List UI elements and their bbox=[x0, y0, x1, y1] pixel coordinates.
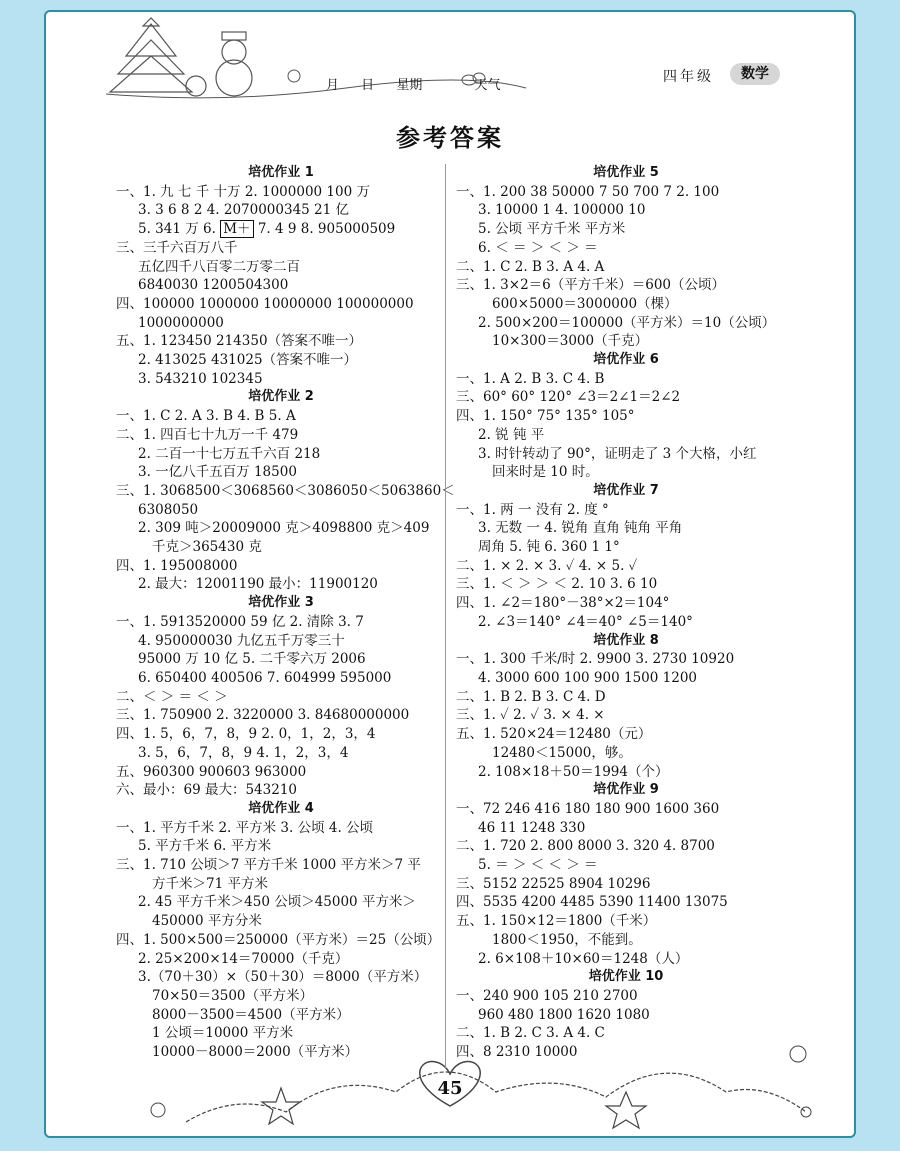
answer-text: 一、1. 九 七 千 十万 2. 1000000 100 万 bbox=[116, 183, 370, 200]
answer-line bbox=[456, 201, 796, 220]
answer-line bbox=[116, 706, 446, 725]
answer-text: 3. 无数 一 4. 锐角 直角 钝角 平角 bbox=[478, 520, 683, 537]
answer-text: 四、1. 150° 75° 135° 105° bbox=[456, 408, 635, 425]
answer-text: 2. ∠3＝140° ∠4＝40° ∠5＝140° bbox=[478, 613, 693, 630]
answer-line bbox=[116, 463, 446, 482]
answer-text: 10000－8000＝2000（平方米） bbox=[152, 1044, 359, 1061]
answer-line bbox=[456, 800, 796, 819]
answer-line bbox=[116, 332, 446, 351]
answer-line bbox=[116, 856, 446, 875]
answer-line bbox=[116, 220, 446, 239]
header bbox=[46, 12, 854, 112]
section-heading bbox=[456, 968, 796, 987]
section-heading bbox=[456, 351, 796, 370]
answer-line bbox=[116, 725, 446, 744]
page-title: 参考答案 bbox=[396, 123, 504, 152]
answer-line bbox=[456, 332, 796, 351]
answer-line bbox=[456, 1006, 796, 1025]
answer-text: 五亿四千八百零二万零二百 bbox=[138, 258, 300, 275]
answer-text: 3. 时针转动了 90°，证明走了 3 个大格，小红 bbox=[478, 445, 757, 462]
answer-line bbox=[116, 314, 446, 333]
answer-line bbox=[116, 482, 455, 501]
answer-text: 培优作业 10 bbox=[588, 969, 664, 985]
answer-line bbox=[456, 744, 796, 763]
answer-line bbox=[456, 1024, 796, 1043]
answer-line bbox=[116, 931, 446, 950]
answer-text: 3.（70＋30）×（50＋30）＝8000（平方米） bbox=[138, 969, 428, 986]
answer-text: 12480＜15000，够。 bbox=[492, 744, 632, 761]
answer-line bbox=[116, 538, 446, 557]
answer-text: 一、1. 300 千米/时 2. 9900 3. 2730 10920 bbox=[456, 651, 735, 668]
answer-text: 一、1. 平方千米 2. 平方米 3. 公顷 4. 公顷 bbox=[116, 819, 374, 836]
section-heading bbox=[116, 164, 446, 183]
answer-line bbox=[116, 968, 446, 987]
answer-line bbox=[116, 912, 446, 931]
answer-text: 四、1. 500×500＝250000（平方米）＝25（公顷） bbox=[116, 931, 441, 948]
answer-text: 6. ＜ ＝ ＞ ＜ ＞ ＝ bbox=[478, 239, 598, 256]
answer-text: 四、8 2310 10000 bbox=[456, 1044, 578, 1061]
answer-text: 一、1. 200 38 50000 7 50 700 7 2. 100 bbox=[456, 183, 720, 200]
answer-line bbox=[456, 295, 796, 314]
answer-line bbox=[456, 538, 796, 557]
answer-text: 五、1. 150×12＝1800（千米） bbox=[456, 913, 657, 930]
answer-text: 二、1. × 2. × 3. ✓ 4. × 5. ✓ bbox=[456, 557, 638, 574]
answer-line bbox=[116, 1024, 446, 1043]
answer-line bbox=[456, 613, 796, 632]
answer-line bbox=[116, 201, 446, 220]
answer-text: 4. 950000030 九亿五千万零三十 bbox=[138, 632, 345, 649]
answer-text: 二、1. 四百七十九万一千 479 bbox=[116, 426, 299, 443]
answer-text: 四、100000 1000000 10000000 100000000 bbox=[116, 295, 414, 312]
answer-text: 1800＜1950，不能到。 bbox=[492, 931, 642, 948]
answer-text: 3. 一亿八千五百万 18500 bbox=[138, 464, 297, 481]
answer-text: 70×50＝3500（平方米） bbox=[152, 987, 314, 1004]
answer-line bbox=[116, 688, 446, 707]
answer-text: 二、1. B 2. B 3. C 4. D bbox=[456, 688, 606, 705]
answer-line bbox=[456, 183, 796, 202]
answer-line bbox=[116, 837, 446, 856]
answer-line bbox=[116, 763, 446, 782]
answer-text: 三、1. 750900 2. 3220000 3. 84680000000 bbox=[116, 707, 410, 724]
answer-line bbox=[116, 501, 446, 520]
answer-text: 10×300＝3000（千克） bbox=[492, 333, 649, 350]
answer-text: 四、1. 195008000 bbox=[116, 557, 238, 574]
answer-text: 5. 平方千米 6. 平方米 bbox=[138, 838, 272, 855]
answer-text: 46 11 1248 330 bbox=[478, 819, 586, 836]
answer-text: 三、1. 3×2＝6（平方千米）＝600（公顷） bbox=[456, 277, 726, 294]
answer-line bbox=[456, 407, 796, 426]
answer-line bbox=[116, 650, 446, 669]
answer-line bbox=[456, 388, 796, 407]
answer-text: 2. 45 平方千米＞450 公顷＞45000 平方米＞ bbox=[138, 894, 416, 911]
answer-line bbox=[456, 239, 796, 258]
answer-text: 四、5535 4200 4485 5390 11400 13075 bbox=[456, 894, 728, 911]
answer-line bbox=[456, 688, 796, 707]
section-heading bbox=[116, 594, 446, 613]
answer-line bbox=[456, 370, 796, 389]
answer-text: 3. 10000 1 4. 100000 10 bbox=[478, 202, 646, 219]
answer-text: 四、1. 5，6，7，8，9 2. 0，1，2，3，4 bbox=[116, 726, 376, 743]
answer-line bbox=[116, 557, 446, 576]
date-labels bbox=[326, 74, 518, 93]
answer-text: 3. 5，6，7，8，9 4. 1，2，3，4 bbox=[138, 744, 349, 761]
answer-line bbox=[456, 501, 796, 520]
answer-text: 培优作业 1 bbox=[248, 165, 314, 180]
answer-text: 一、1. 两 一 没有 2. 度 ° bbox=[456, 501, 609, 518]
section-heading bbox=[456, 164, 796, 183]
answer-line bbox=[116, 426, 446, 445]
day-label: 日 bbox=[361, 78, 375, 93]
answer-text: 二、1. C 2. B 3. A 4. A bbox=[456, 258, 605, 275]
answer-text: 3. 543210 102345 bbox=[138, 370, 263, 387]
answer-text: 周角 5. 钝 6. 360 1 1° bbox=[478, 539, 620, 556]
answer-line bbox=[456, 912, 796, 931]
answer-line bbox=[116, 295, 446, 314]
answer-line bbox=[456, 220, 796, 239]
answer-line bbox=[116, 744, 446, 763]
answer-line bbox=[456, 875, 796, 894]
section-heading bbox=[456, 482, 796, 501]
answer-line bbox=[456, 931, 796, 950]
answer-line bbox=[116, 893, 446, 912]
boxed-answer: M＋ bbox=[220, 220, 253, 238]
answer-text: 五、1. 520×24＝12480（元） bbox=[456, 726, 652, 743]
answer-line bbox=[116, 445, 446, 464]
answer-line bbox=[456, 650, 796, 669]
answer-line bbox=[116, 276, 446, 295]
answer-text: 450000 平方分米 bbox=[152, 913, 262, 930]
answer-text: 2. 最大：12001190 最小：11900120 bbox=[138, 576, 378, 593]
answer-text: 一、1. A 2. B 3. C 4. B bbox=[456, 370, 605, 387]
answer-line bbox=[456, 594, 796, 613]
answer-line bbox=[116, 519, 446, 538]
answer-text: 三、60° 60° 120° ∠3＝2∠1＝2∠2 bbox=[456, 389, 681, 406]
answer-text: 五、1. 123450 214350（答案不唯一） bbox=[116, 333, 363, 350]
answer-line bbox=[456, 893, 796, 912]
answer-text: 6. 650400 400506 7. 604999 595000 bbox=[138, 669, 392, 686]
answer-text: 6308050 bbox=[138, 501, 199, 518]
answer-line bbox=[456, 763, 796, 782]
answer-line bbox=[456, 819, 796, 838]
answer-line bbox=[456, 557, 796, 576]
answer-line bbox=[116, 407, 446, 426]
answer-line bbox=[116, 183, 446, 202]
answer-line bbox=[116, 575, 446, 594]
section-heading bbox=[456, 632, 796, 651]
section-heading bbox=[116, 800, 446, 819]
answer-line bbox=[116, 239, 446, 258]
answer-text: 5. 公顷 平方千米 平方米 bbox=[478, 221, 626, 238]
answer-text: 一、240 900 105 210 2700 bbox=[456, 987, 638, 1004]
answer-text: 2. 500×200＝100000（平方米）＝10（公顷） bbox=[478, 314, 776, 331]
star-icon bbox=[606, 1092, 646, 1128]
answer-text: 6840030 1200504300 bbox=[138, 277, 289, 294]
answer-text: 2. 25×200×14＝70000（千克） bbox=[138, 950, 349, 967]
section-heading bbox=[456, 781, 796, 800]
answer-line bbox=[456, 426, 796, 445]
answer-line bbox=[116, 875, 446, 894]
answer-text: 培优作业 9 bbox=[593, 782, 659, 798]
answer-text: 2. 锐 钝 平 bbox=[478, 426, 545, 443]
answer-text: 二、1. B 2. C 3. A 4. C bbox=[456, 1025, 605, 1042]
answer-text: 4. 3000 600 100 900 1500 1200 bbox=[478, 669, 697, 686]
answer-text: 7. 4 9 8. 905000509 bbox=[253, 221, 396, 238]
answer-text: 600×5000＝3000000（棵） bbox=[492, 295, 678, 312]
answer-text: 2. 413025 431025（答案不唯一） bbox=[138, 352, 358, 369]
answer-text: 1000000000 bbox=[138, 314, 224, 331]
answer-line bbox=[116, 1043, 446, 1062]
answer-line bbox=[456, 276, 796, 295]
answer-text: 三、三千六百万八千 bbox=[116, 239, 238, 256]
answer-line bbox=[456, 258, 796, 277]
answer-text: 一、1. C 2. A 3. B 4. B 5. A bbox=[116, 408, 296, 425]
answer-text: 5. 341 万 6. bbox=[138, 221, 216, 238]
answer-text: 六、最小：69 最大：543210 bbox=[116, 782, 298, 799]
answer-line bbox=[456, 669, 796, 688]
answer-line bbox=[456, 856, 796, 875]
answer-line bbox=[116, 669, 446, 688]
answer-text: 培优作业 8 bbox=[593, 632, 659, 648]
answer-text: 三、5152 22525 8904 10296 bbox=[456, 875, 651, 892]
answer-text: 三、1. 3068500＜3068560＜3086050＜5063860＜ bbox=[116, 482, 455, 499]
answer-line bbox=[456, 837, 796, 856]
answer-line bbox=[456, 445, 796, 464]
section-heading bbox=[116, 388, 446, 407]
answer-text: 2. 6×108＋10×60＝1248（人） bbox=[478, 950, 689, 967]
answer-text: 一、72 246 416 180 180 900 1600 360 bbox=[456, 800, 720, 817]
star-icon bbox=[262, 1088, 300, 1124]
answer-text: 三、1. ＜ ＞ ＞ ＜ 2. 10 3. 6 10 bbox=[456, 576, 658, 593]
answer-line bbox=[456, 706, 796, 725]
answer-line bbox=[116, 781, 446, 800]
answer-line bbox=[116, 258, 446, 277]
answer-text: 2. 309 吨＞20009000 克＞4098800 克＞409 bbox=[138, 520, 430, 537]
answer-text: 8000－3500＝4500（平方米） bbox=[152, 1006, 350, 1023]
subject-badge: 数学 bbox=[730, 63, 780, 85]
answer-text: 一、1. 5913520000 59 亿 2. 清除 3. 7 bbox=[116, 613, 364, 630]
answer-text: 95000 万 10 亿 5. 二千零六万 2006 bbox=[138, 651, 366, 668]
month-label: 月 bbox=[326, 78, 340, 93]
answer-line bbox=[456, 463, 796, 482]
answer-text: 千克＞365430 克 bbox=[152, 539, 262, 556]
grade-label: 四年级 bbox=[663, 69, 714, 85]
page-number: 45 bbox=[437, 1078, 463, 1099]
answer-text: 培优作业 5 bbox=[593, 165, 659, 180]
weekday-label: 星期 bbox=[396, 78, 423, 93]
answer-line bbox=[456, 987, 796, 1006]
answer-text: 3. 3 6 8 2 4. 2070000345 21 亿 bbox=[138, 202, 350, 219]
answer-text: 2. 108×18＋50＝1994（个） bbox=[478, 763, 669, 780]
circle-decoration bbox=[801, 1107, 811, 1117]
answer-text: 二、1. 720 2. 800 8000 3. 320 4. 8700 bbox=[456, 838, 715, 855]
answer-line bbox=[456, 1043, 796, 1062]
answer-line bbox=[116, 613, 446, 632]
answer-text: 回来时是 10 时。 bbox=[492, 464, 599, 481]
answer-page bbox=[44, 10, 856, 1138]
answer-line bbox=[116, 370, 446, 389]
answer-line bbox=[116, 987, 446, 1006]
weather-label: 天气 bbox=[474, 78, 501, 93]
answer-text: 培优作业 2 bbox=[248, 389, 314, 405]
answer-line bbox=[456, 725, 796, 744]
answer-line bbox=[456, 575, 796, 594]
answer-text: 2. 二百一十七万五千六百 218 bbox=[138, 445, 321, 462]
answer-text: 三、1. ✓ 2. ✓ 3. × 4. × bbox=[456, 707, 605, 724]
answer-text: 960 480 1800 1620 1080 bbox=[478, 1006, 650, 1023]
answer-text: 培优作业 4 bbox=[248, 800, 314, 816]
answer-text: 培优作业 7 bbox=[593, 482, 659, 498]
answer-text: 四、1. ∠2＝180°－38°×2＝104° bbox=[456, 595, 670, 612]
answer-text: 1 公顷＝10000 平方米 bbox=[152, 1025, 294, 1042]
answer-text: 方千米＞71 平方米 bbox=[152, 875, 268, 892]
circle-decoration bbox=[151, 1103, 165, 1117]
answer-text: 二、＜ ＞ ＝ ＜ ＞ bbox=[116, 688, 228, 705]
answer-line bbox=[116, 351, 446, 370]
answer-line bbox=[456, 950, 796, 969]
bottom-wave-border bbox=[186, 1072, 806, 1122]
answer-line bbox=[116, 632, 446, 651]
answer-text: 培优作业 3 bbox=[248, 595, 314, 611]
answer-text: 培优作业 6 bbox=[593, 352, 659, 368]
answer-line bbox=[456, 519, 796, 538]
answer-line bbox=[116, 950, 446, 969]
answer-line bbox=[116, 1006, 446, 1025]
answer-line bbox=[116, 819, 446, 838]
right-answer-column bbox=[456, 164, 796, 1062]
left-answer-column bbox=[116, 164, 455, 1062]
column-divider bbox=[445, 164, 446, 1069]
answer-line bbox=[456, 314, 796, 333]
answer-text: 5. ＝ ＞ ＜ ＜ ＞ ＝ bbox=[478, 857, 598, 874]
answer-text: 三、1. 710 公顷＞7 平方千米 1000 平方米＞7 平 bbox=[116, 857, 421, 874]
answer-text: 五、960300 900603 963000 bbox=[116, 763, 307, 780]
